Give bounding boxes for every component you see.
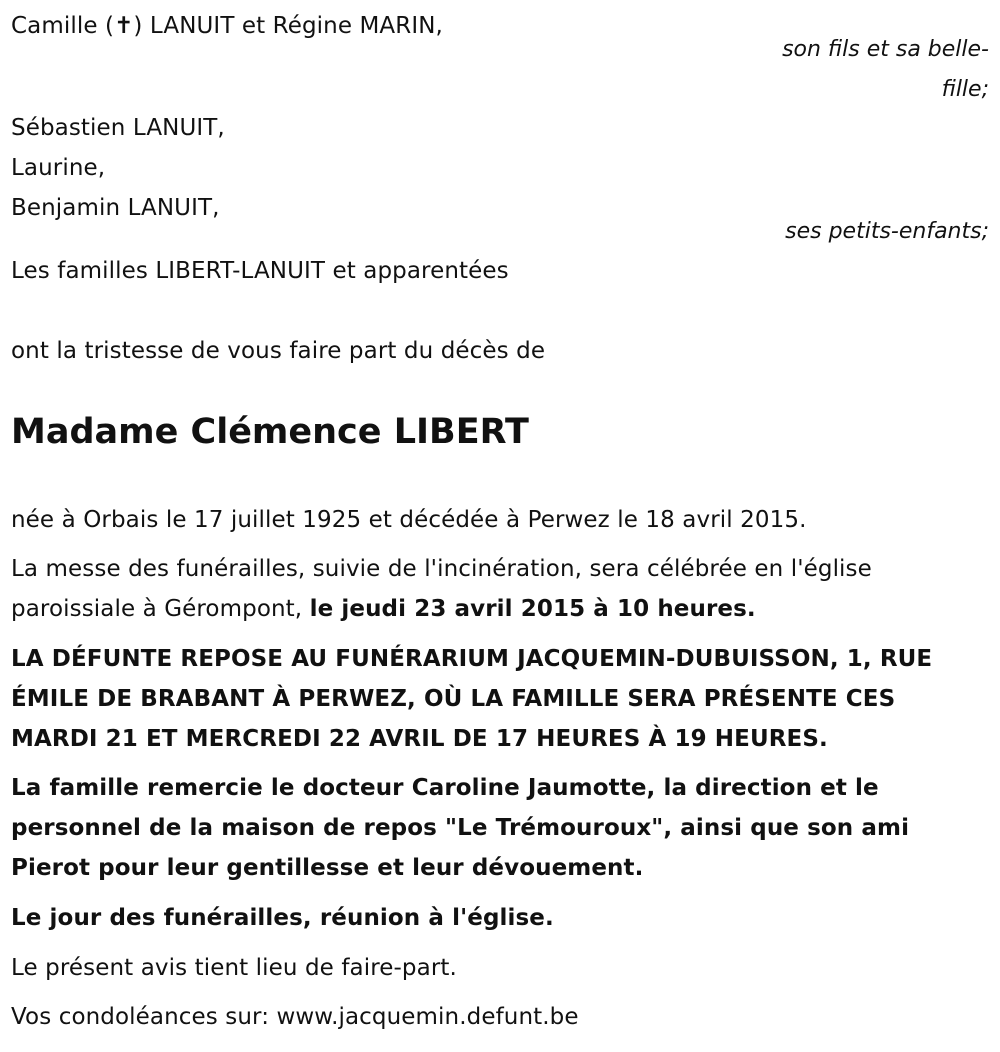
thanks-line-1: La famille remercie le docteur Caroline Jaumotte, la direction et le [11,775,879,801]
repose-line-1: LA DÉFUNTE REPOSE AU FUNÉRARIUM JACQUEMIN-DUBUISSON, 1, RUE [11,646,933,672]
repose-line-2: ÉMILE DE BRABANT À PERWEZ, OÙ LA FAMILLE SERA PRÉSENTE CES [11,686,896,712]
reunion-line: Le jour des funérailles, réunion à l'église. [11,905,554,931]
mass-date-time: le jeudi 23 avril 2015 à 10 heures. [309,596,756,622]
thanks-line-2: personnel de la maison de repos "Le Trémouroux", ainsi que son ami [11,815,910,841]
thanks-line-3: Pierot pour leur gentillesse et leur dévouement. [11,855,644,881]
deceased-name: Madame Clémence LIBERT [11,412,529,452]
announcement-line: ont la tristesse de vous faire part du décès de [11,338,546,364]
mass-line-1: La messe des funérailles, suivie de l'incinération, sera célébrée en l'église [11,556,872,582]
mass-location: paroissiale à Gérompont, [11,596,310,622]
birth-death-line: née à Orbais le 17 juillet 1925 et décédée à Perwez le 18 avril 2015. [11,507,807,533]
condolences-line: Vos condoléances sur: www.jacquemin.defunt.be [11,1004,579,1030]
family-line-1: Camille (✝) LANUIT et Régine MARIN, [11,13,443,39]
role-son-daughter-in-law-1: son fils et sa belle- [782,37,989,62]
role-son-daughter-in-law-2: fille; [941,77,989,102]
role-grandchildren: ses petits-enfants; [785,219,989,244]
notice-line: Le présent avis tient lieu de faire-part. [11,955,457,981]
mass-line-2 [11,589,756,629]
grandchild-3: Benjamin LANUIT, [11,195,220,221]
repose-line-3: MARDI 21 ET MERCREDI 22 AVRIL DE 17 HEURES À 19 HEURES. [11,726,828,752]
families-line: Les familles LIBERT-LANUIT et apparentées [11,258,509,284]
grandchild-2: Laurine, [11,155,106,181]
grandchild-1: Sébastien LANUIT, [11,115,225,141]
